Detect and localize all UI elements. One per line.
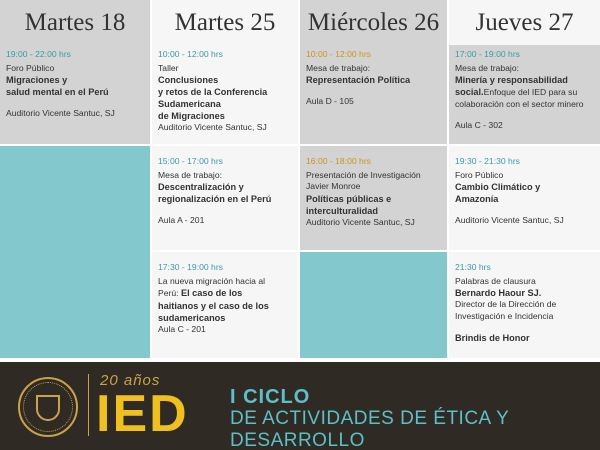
event-place: Auditorio Vicente Santuc, SJ <box>306 216 415 227</box>
event-title: Migraciones y <box>6 75 68 85</box>
event-description: Enfoque del IED para su <box>483 87 578 97</box>
cycle-title: I CICLO <box>230 386 311 408</box>
event-type: Foro Público <box>455 169 504 180</box>
event-title: Sudamericana <box>158 99 221 109</box>
event-card <box>449 146 600 250</box>
event-place: Auditorio Vicente Santuc, SJ <box>6 108 115 118</box>
event-type: Mesa de trabajo: <box>306 62 371 73</box>
event-card <box>449 45 600 144</box>
event-title: haitianos y el caso de los <box>158 300 269 311</box>
shield-icon <box>36 395 60 421</box>
event-title: Minería y responsabilidad <box>455 75 568 85</box>
event-title: interculturalidad <box>306 205 378 216</box>
event-title: El caso de los <box>180 288 243 298</box>
event-time: 15:00 - 17:00 hrs <box>158 156 223 166</box>
event-title: Cambio Climático y <box>455 182 541 192</box>
event-type: Mesa de trabajo: <box>455 62 520 73</box>
event-description: Director de la Dirección de <box>455 299 557 309</box>
event-type: Palabras de clausura <box>455 275 536 286</box>
anniversary-label: 20 años <box>100 372 161 389</box>
event-place: Auditorio Vicente Santuc, SJ <box>158 122 267 132</box>
event-card <box>0 45 150 144</box>
event-time: 17:30 - 19:00 hrs <box>158 262 223 272</box>
event-title: de Migraciones <box>158 111 225 121</box>
empty-slot <box>0 146 150 358</box>
day-header-jueves-27: Jueves 27 <box>449 0 600 45</box>
event-card <box>152 45 298 144</box>
event-title: Políticas públicas e <box>306 193 392 204</box>
day-header-martes-25: Martes 25 <box>152 0 298 45</box>
divider <box>88 374 89 436</box>
event-title: Descentralización y <box>158 182 244 192</box>
event-description: Perú: <box>158 288 181 298</box>
event-place: Aula C - 302 <box>455 120 503 130</box>
event-time: 19:30 - 21:30 hrs <box>455 156 520 166</box>
event-card <box>152 146 298 250</box>
event-place: Aula D - 105 <box>306 96 354 106</box>
event-time: 21:30 hrs <box>455 262 491 272</box>
ied-logo-text: IED <box>96 385 189 443</box>
event-time: 17:00 - 19:00 hrs <box>455 49 520 59</box>
event-card <box>300 45 447 144</box>
event-description: colaboración con el sector minero <box>455 98 584 109</box>
university-seal-logo <box>18 377 78 437</box>
event-time: 16:00 - 18:00 hrs <box>306 156 371 166</box>
event-title: sudamericanos <box>158 312 226 323</box>
day-header-martes-18: Martes 18 <box>0 0 150 45</box>
event-speaker: Bernardo Haour SJ. <box>455 288 542 298</box>
footer-banner <box>0 362 600 450</box>
event-place: Aula C - 201 <box>158 323 206 334</box>
event-type: Mesa de trabajo: <box>158 169 223 180</box>
event-card <box>300 146 447 250</box>
event-description: La nueva migración hacia al <box>158 275 266 286</box>
event-title: social. <box>455 87 484 97</box>
event-title: Amazonía <box>455 194 499 204</box>
cycle-subtitle: DE ACTIVIDADES DE ÉTICA Y DESARROLLO <box>230 408 509 450</box>
event-title: Conclusiones <box>158 75 219 85</box>
event-extra: Brindis de Honor <box>455 333 530 343</box>
event-description: Investigación e Incidencia <box>455 310 554 321</box>
event-place: Aula A - 201 <box>158 215 205 225</box>
day-header-miercoles-26: Miércoles 26 <box>300 0 447 45</box>
event-title: y retos de la Conferencia <box>158 87 268 97</box>
event-place: Auditorio Vicente Santuc, SJ <box>455 215 564 225</box>
event-title: regionalización en el Perú <box>158 194 272 204</box>
event-type: Taller <box>158 62 179 73</box>
event-card <box>152 252 298 358</box>
event-title: salud mental en el Perú <box>6 87 109 97</box>
event-time: 10:00 - 12:00 hrs <box>158 49 223 59</box>
event-time: 10:00 - 12:00 hrs <box>306 49 371 59</box>
event-card <box>449 252 600 358</box>
event-type: Foro Público <box>6 62 55 73</box>
empty-slot <box>300 252 447 358</box>
event-type: Presentación de Investigación <box>306 169 421 180</box>
event-speaker: Javier Monroe <box>306 181 361 191</box>
event-title: Representación Política <box>306 75 411 85</box>
event-time: 19:00 - 22:00 hrs <box>6 49 71 59</box>
